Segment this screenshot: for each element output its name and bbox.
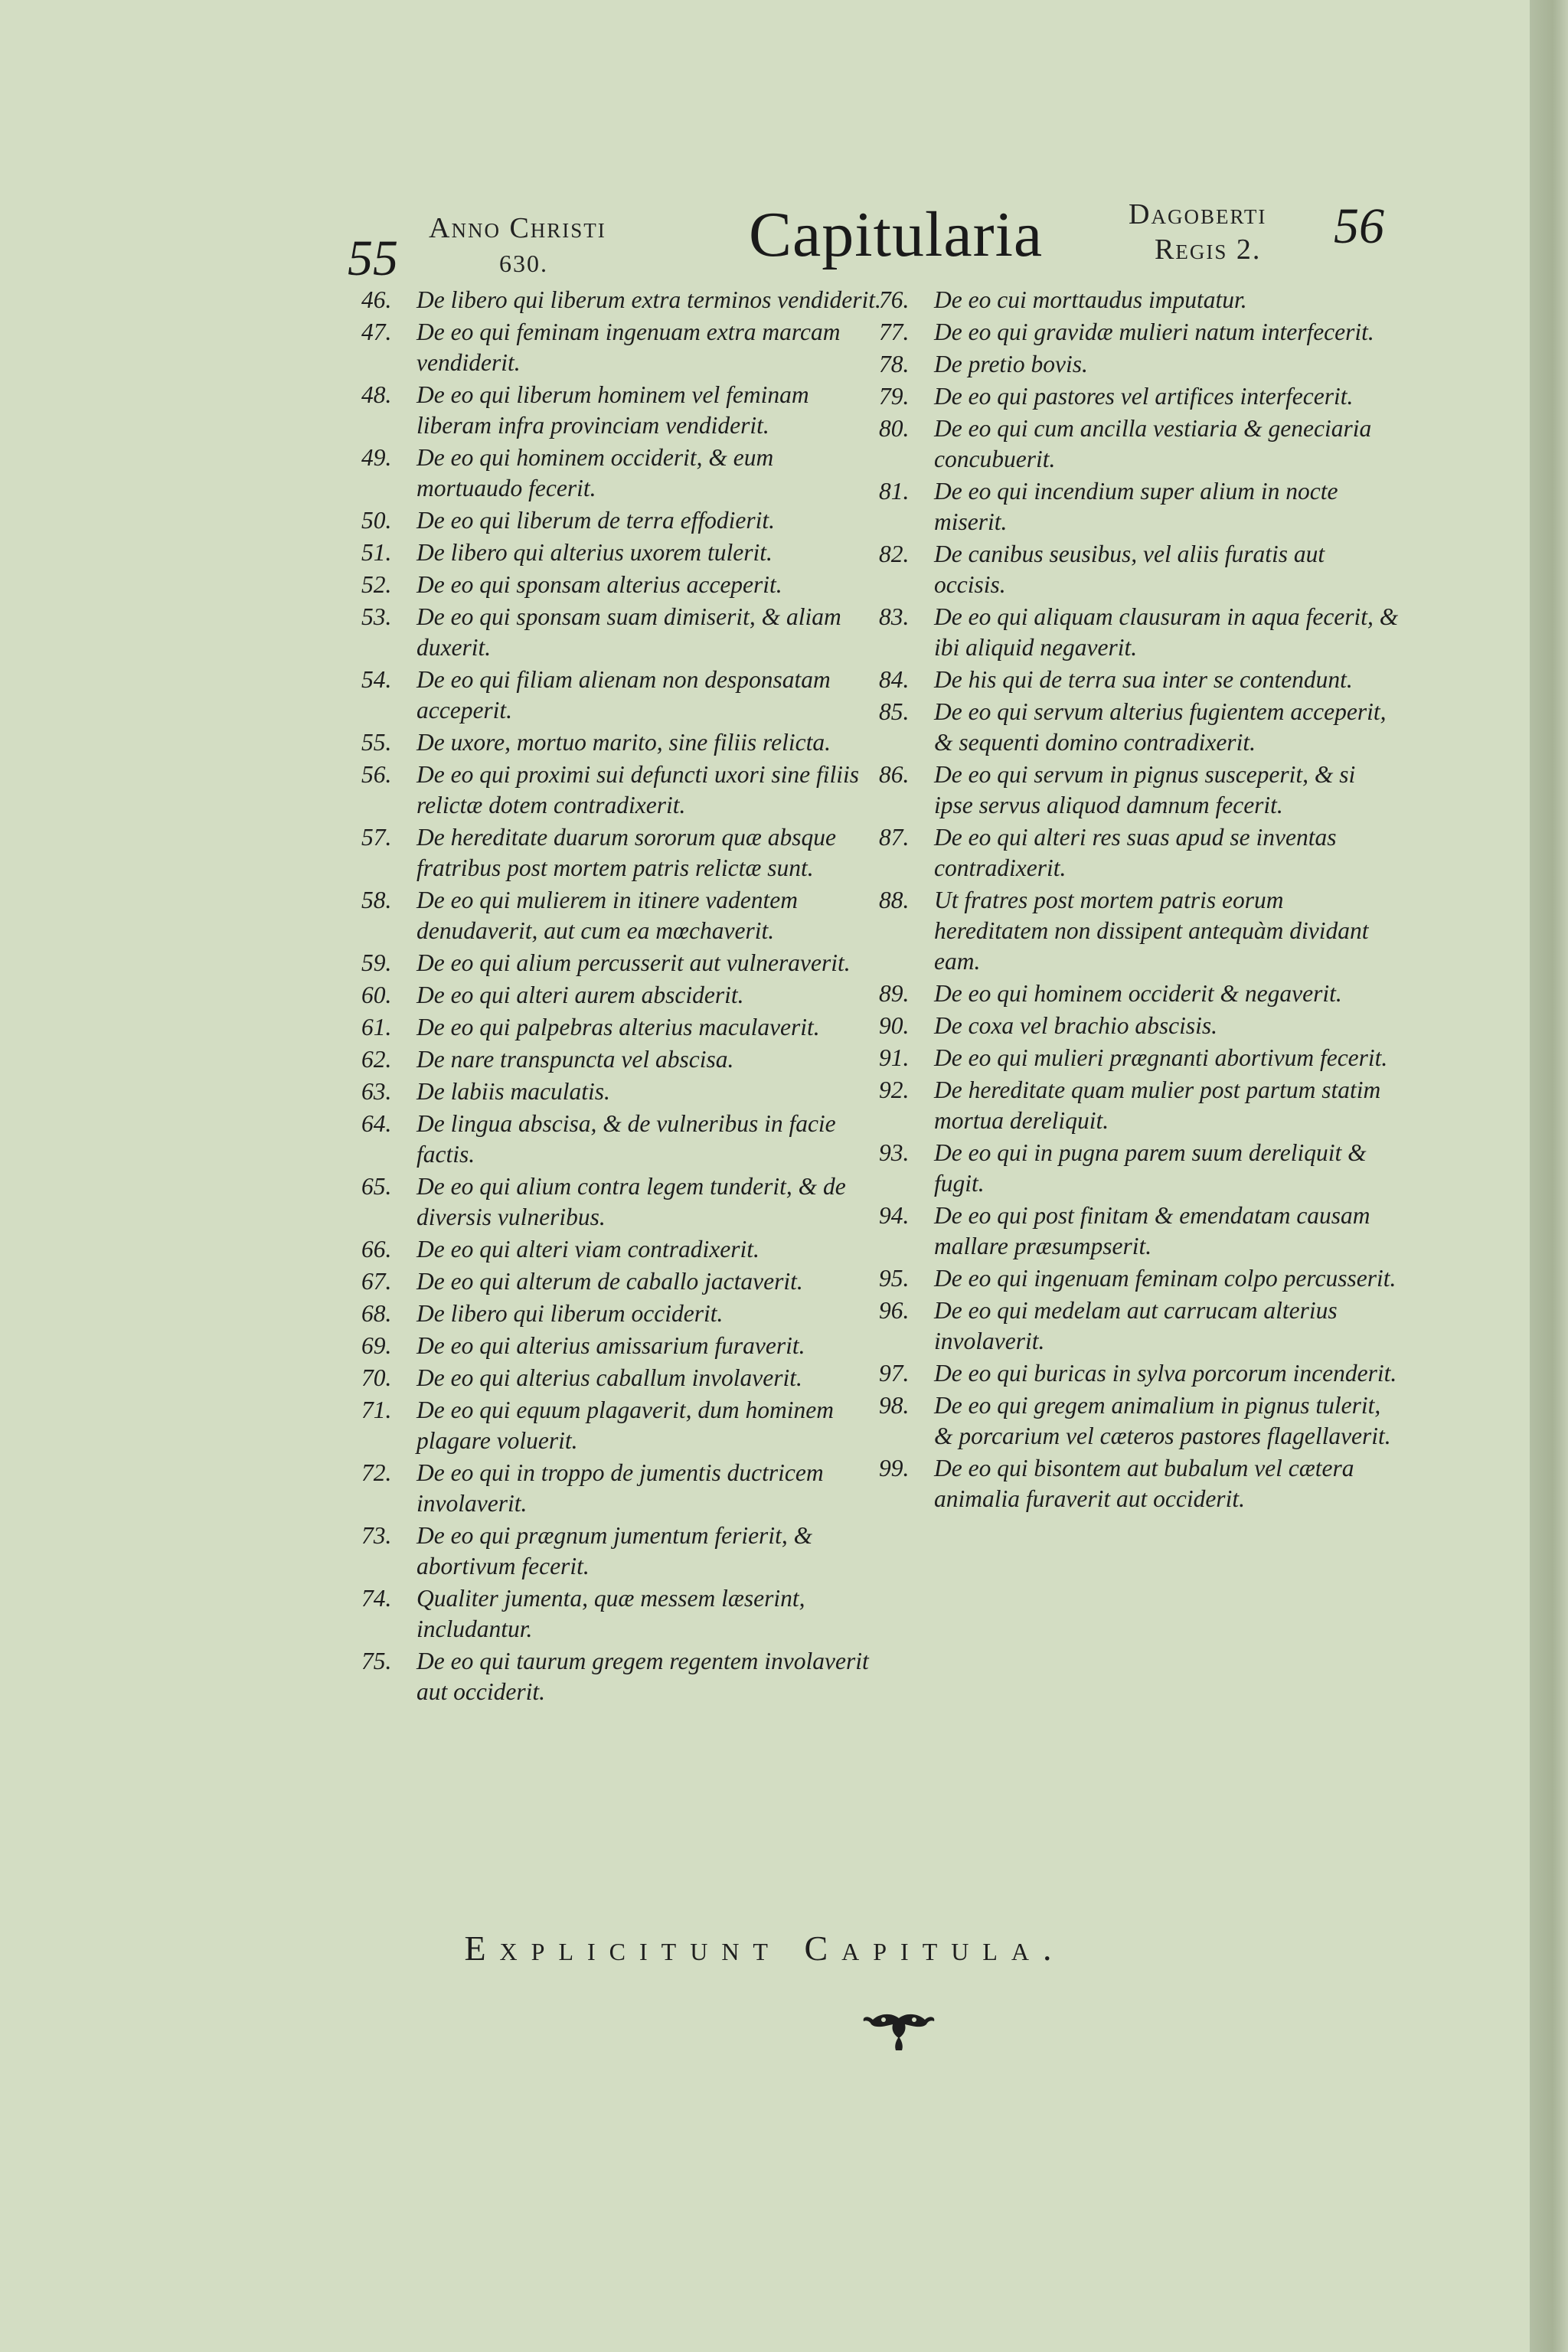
chapter-number: 93.: [879, 1139, 910, 1166]
chapter-entry: [361, 1458, 882, 1519]
chapter-entry: [361, 980, 882, 1011]
chapter-number: 95.: [879, 1265, 910, 1292]
chapter-entry: [361, 1521, 882, 1582]
chapter-title: De eo qui alium contra legem tunderit, & de diversis vulneribus.: [416, 1173, 846, 1230]
chapter-title: De libero qui liberum occiderit.: [416, 1300, 724, 1327]
chapter-number: 66.: [361, 1236, 392, 1263]
year-value: 630.: [499, 250, 548, 277]
chapter-title: De eo qui taurum gregem regentem involaverit aut occiderit.: [416, 1648, 869, 1705]
chapter-number: 58.: [361, 887, 392, 913]
chapter-entry: [361, 443, 882, 504]
chapter-entry: [361, 285, 882, 315]
chapter-number: 72.: [361, 1459, 392, 1486]
chapter-number: 64.: [361, 1110, 392, 1137]
chapter-entry: [879, 476, 1400, 537]
chapter-title: De eo qui alterum de caballo jactaverit.: [416, 1268, 803, 1295]
chapter-number: 71.: [361, 1396, 392, 1423]
chapter-title: De libero qui liberum extra terminos vendiderit.: [416, 286, 881, 313]
chapter-entry: [361, 1076, 882, 1107]
chapter-entry: [361, 1266, 882, 1297]
chapter-title: De eo qui servum in pignus susceperit, & si ipse servus aliquod damnum fecerit.: [934, 761, 1356, 818]
chapter-number: 54.: [361, 666, 392, 693]
chapter-title: De eo qui alteri aurem absciderit.: [416, 982, 744, 1008]
chapter-title: De eo qui pastores vel artifices interfecerit.: [934, 383, 1354, 410]
chapter-title: De hereditate duarum sororum quæ absque fratribus post mortem patris relictæ sunt.: [416, 824, 837, 881]
chapter-title: De eo qui mulierem in itinere vadentem denudaverit, aut cum ea mœchaverit.: [416, 887, 799, 944]
chapter-title: De eo qui ingenuam feminam colpo percusserit.: [934, 1265, 1396, 1292]
chapter-number: 97.: [879, 1360, 910, 1387]
chapter-title: De eo qui prægnum jumentum ferierit, & abortivum fecerit.: [416, 1522, 813, 1579]
chapter-entry: [879, 760, 1400, 821]
chapter-number: 89.: [879, 980, 910, 1007]
chapter-title: De eo qui alium percusserit aut vulneraverit.: [416, 949, 851, 976]
page-title: Capitularia: [749, 199, 1044, 270]
chapter-number: 85.: [879, 698, 910, 725]
chapter-title: De nare transpuncta vel abscisa.: [416, 1046, 734, 1073]
chapter-entry: [879, 665, 1400, 695]
chapter-number: 62.: [361, 1046, 392, 1073]
chapter-number: 80.: [879, 415, 910, 442]
chapter-entry: [361, 1646, 882, 1707]
chapter-number: 60.: [361, 982, 392, 1008]
chapter-number: 83.: [879, 603, 910, 630]
chapter-title: De labiis maculatis.: [416, 1078, 610, 1105]
chapter-number: 51.: [361, 539, 392, 566]
explicit-line: Explicitunt Capitula.: [464, 1929, 1066, 1968]
chapter-entry: [361, 1298, 882, 1329]
chapter-number: 67.: [361, 1268, 392, 1295]
chapter-entry: [361, 537, 882, 568]
chapter-number: 63.: [361, 1078, 392, 1105]
chapter-number: 75.: [361, 1648, 392, 1674]
chapter-entry: [361, 570, 882, 600]
right-column: [879, 285, 1400, 1516]
chapter-entry: [879, 1011, 1400, 1041]
chapter-title: De eo qui mulieri prægnanti abortivum fecerit.: [934, 1044, 1388, 1071]
chapter-number: 70.: [361, 1364, 392, 1391]
chapter-title: De eo qui palpebras alterius maculaverit.: [416, 1014, 820, 1040]
chapter-number: 73.: [361, 1522, 392, 1549]
chapter-entry: [361, 665, 882, 726]
chapter-title: De coxa vel brachio abscisis.: [934, 1012, 1218, 1039]
chapter-title: De eo qui medelam aut carrucam alterius involaverit.: [934, 1297, 1338, 1354]
chapter-title: De eo qui feminam ingenuam extra marcam vendiderit.: [416, 318, 841, 376]
chapter-title: De eo qui aliquam clausuram in aqua fecerit, & ibi aliquid negaverit.: [934, 603, 1399, 661]
fleuron-ornament-icon: [861, 2012, 937, 2052]
chapter-title: De eo qui hominem occiderit, & eum mortuaudo fecerit.: [416, 444, 774, 501]
chapter-title: De eo qui buricas in sylva porcorum incenderit.: [934, 1360, 1397, 1387]
chapter-title: De eo qui sponsam alterius acceperit.: [416, 571, 782, 598]
chapter-title: De lingua abscisa, & de vulneribus in facie factis.: [416, 1110, 836, 1168]
chapter-entry: [361, 380, 882, 441]
chapter-number: 98.: [879, 1392, 910, 1419]
year-label: Anno Christi: [429, 212, 606, 244]
chapter-number: 86.: [879, 761, 910, 788]
chapter-number: 78.: [879, 351, 910, 377]
chapter-title: De eo qui in pugna parem suum dereliquit & fugit.: [934, 1139, 1367, 1197]
chapter-number: 53.: [361, 603, 392, 630]
chapter-title: De eo qui alteri res suas apud se inventas contradixerit.: [934, 824, 1337, 881]
chapter-title: De eo qui bisontem aut bubalum vel cætera animalia furaverit aut occiderit.: [934, 1455, 1354, 1512]
chapter-number: 55.: [361, 729, 392, 756]
chapter-title: De eo qui liberum hominem vel feminam liberam infra provinciam vendiderit.: [416, 381, 809, 439]
chapter-entry: [361, 760, 882, 821]
chapter-title: De eo qui hominem occiderit & negaverit.: [934, 980, 1342, 1007]
chapter-number: 92.: [879, 1076, 910, 1103]
chapter-number: 99.: [879, 1455, 910, 1481]
chapter-title: De his qui de terra sua inter se contendunt.: [934, 666, 1353, 693]
chapter-title: De eo qui incendium super alium in nocte miserit.: [934, 478, 1338, 535]
chapter-title: De eo qui in troppo de jumentis ductricem involaverit.: [416, 1459, 824, 1517]
left-folio-number: 55: [348, 230, 398, 286]
chapter-number: 61.: [361, 1014, 392, 1040]
chapter-entry: [879, 285, 1400, 315]
chapter-entry: [879, 413, 1400, 475]
chapter-number: 49.: [361, 444, 392, 471]
chapter-number: 57.: [361, 824, 392, 851]
chapter-entry: [361, 1234, 882, 1265]
chapter-entry: [879, 1358, 1400, 1389]
chapter-title: De eo qui proximi sui defuncti uxori sine filiis relictæ dotem contradixerit.: [416, 761, 860, 818]
chapter-number: 96.: [879, 1297, 910, 1324]
chapter-entry: [361, 602, 882, 663]
chapter-number: 90.: [879, 1012, 910, 1039]
chapter-title: De eo qui alteri viam contradixerit.: [416, 1236, 760, 1263]
chapter-title: De eo qui alterius caballum involaverit.: [416, 1364, 802, 1391]
chapter-number: 91.: [879, 1044, 910, 1071]
chapter-title: De uxore, mortuo marito, sine filiis relicta.: [416, 729, 831, 756]
chapter-number: 76.: [879, 286, 910, 313]
chapter-entry: [361, 948, 882, 978]
chapter-entry: [879, 381, 1400, 412]
chapter-number: 65.: [361, 1173, 392, 1200]
chapter-number: 47.: [361, 318, 392, 345]
chapter-title: Ut fratres post mortem patris eorum hereditatem non dissipent antequàm dividant eam.: [934, 887, 1369, 975]
chapter-number: 48.: [361, 381, 392, 408]
chapter-entry: [361, 505, 882, 536]
chapter-entry: [879, 1263, 1400, 1294]
chapter-entry: [361, 1109, 882, 1170]
chapter-number: 46.: [361, 286, 392, 313]
chapter-number: 59.: [361, 949, 392, 976]
chapter-title: De eo qui equum plagaverit, dum hominem plagare voluerit.: [416, 1396, 835, 1454]
chapter-number: 82.: [879, 541, 910, 567]
chapter-entry: [361, 317, 882, 378]
chapter-title: De canibus seusibus, vel aliis furatis aut occisis.: [934, 541, 1325, 598]
chapter-title: De hereditate quam mulier post partum statim mortua dereliquit.: [934, 1076, 1381, 1134]
chapter-entry: [361, 1171, 882, 1233]
chapter-title: De eo cui morttaudus imputatur.: [934, 286, 1247, 313]
chapter-number: 88.: [879, 887, 910, 913]
chapter-title: De eo qui liberum de terra effodierit.: [416, 507, 776, 534]
chapter-entry: [361, 1331, 882, 1361]
regnal-year: Regis 2.: [1155, 234, 1262, 266]
chapter-number: 79.: [879, 383, 910, 410]
chapter-entry: [361, 822, 882, 884]
chapter-entry: [361, 1583, 882, 1645]
chapter-number: 69.: [361, 1332, 392, 1359]
left-column: [361, 285, 882, 1709]
page-header: [0, 0, 1530, 291]
chapter-entry: [361, 1044, 882, 1075]
chapter-title: De eo qui post finitam & emendatam causam mallare præsumpserit.: [934, 1202, 1370, 1259]
chapter-number: 74.: [361, 1585, 392, 1612]
chapter-title: De eo qui gravidæ mulieri natum interfecerit.: [934, 318, 1374, 345]
chapter-entry: [361, 885, 882, 946]
chapter-title: Qualiter jumenta, quæ messem læserint, includantur.: [416, 1585, 805, 1642]
king-name: Dagoberti: [1129, 198, 1267, 230]
chapter-entry: [879, 822, 1400, 884]
chapter-title: De eo qui cum ancilla vestiaria & geneciaria concubuerit.: [934, 415, 1372, 472]
chapter-entry: [879, 317, 1400, 348]
chapter-entry: [879, 539, 1400, 600]
chapter-title: De libero qui alterius uxorem tulerit.: [416, 539, 773, 566]
chapter-entry: [879, 349, 1400, 380]
page-edge: [1530, 0, 1568, 2352]
chapter-entry: [361, 727, 882, 758]
chapter-entry: [879, 1138, 1400, 1199]
chapter-entry: [879, 1075, 1400, 1136]
chapter-number: 50.: [361, 507, 392, 534]
chapter-number: 56.: [361, 761, 392, 788]
chapter-entry: [879, 885, 1400, 977]
chapter-title: De eo qui sponsam suam dimiserit, & aliam duxerit.: [416, 603, 841, 661]
chapter-number: 94.: [879, 1202, 910, 1229]
chapter-entry: [879, 1295, 1400, 1357]
chapter-entry: [879, 978, 1400, 1009]
chapter-entry: [879, 602, 1400, 663]
chapter-entry: [361, 1395, 882, 1456]
chapter-number: 81.: [879, 478, 910, 505]
chapter-entry: [879, 697, 1400, 758]
chapter-number: 68.: [361, 1300, 392, 1327]
chapter-title: De eo qui filiam alienam non desponsatam acceperit.: [416, 666, 831, 724]
chapter-number: 52.: [361, 571, 392, 598]
chapter-entry: [361, 1363, 882, 1393]
chapter-title: De eo qui alterius amissarium furaverit.: [416, 1332, 805, 1359]
chapter-entry: [879, 1043, 1400, 1073]
chapter-entry: [361, 1012, 882, 1043]
chapter-title: De eo qui servum alterius fugientem acceperit, & sequenti domino contradixerit.: [934, 698, 1387, 756]
chapter-title: De eo qui gregem animalium in pignus tulerit, & porcarium vel cæteros pastores flagellaverit.: [934, 1392, 1391, 1449]
chapter-entry: [879, 1390, 1400, 1452]
right-folio-number: 56: [1334, 198, 1384, 254]
chapter-number: 87.: [879, 824, 910, 851]
chapter-number: 77.: [879, 318, 910, 345]
chapter-entry: [879, 1200, 1400, 1262]
chapter-title: De pretio bovis.: [934, 351, 1088, 377]
chapter-number: 84.: [879, 666, 910, 693]
chapter-entry: [879, 1453, 1400, 1514]
